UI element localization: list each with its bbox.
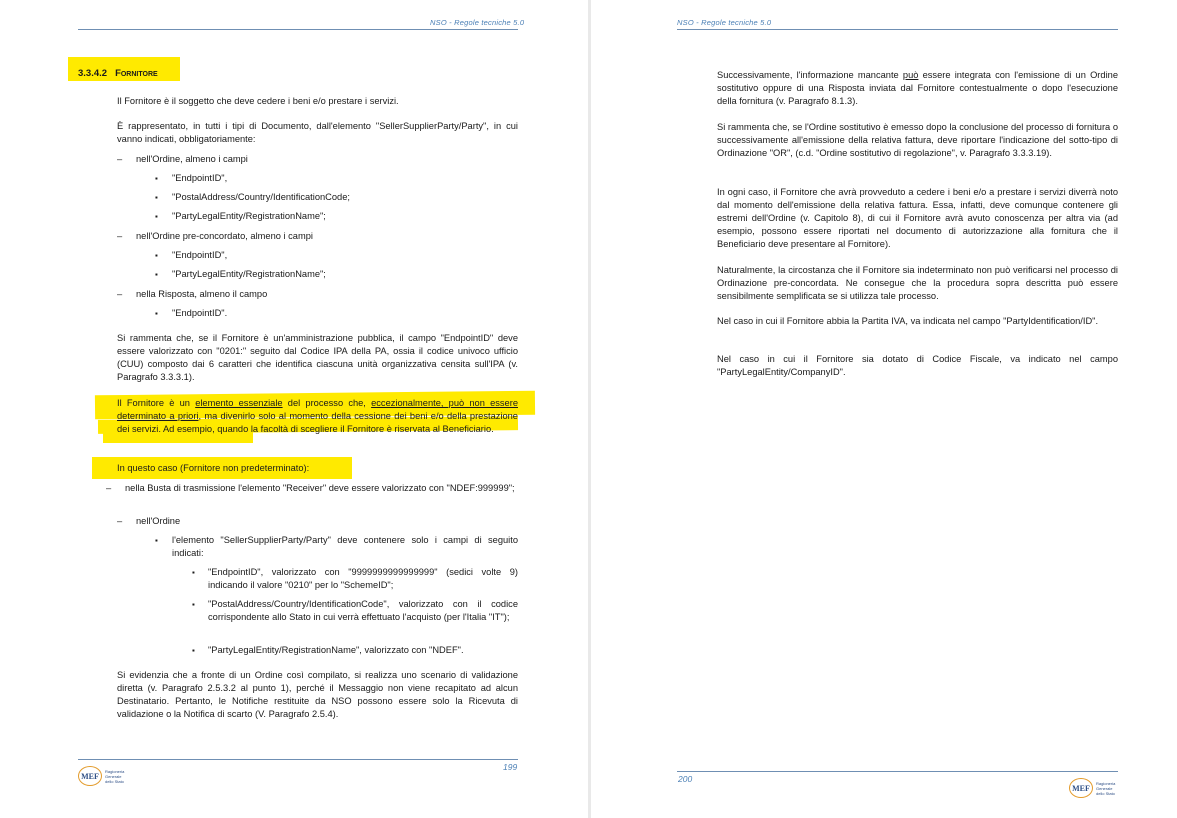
list-item: "PostalAddress/Country/IdentificationCode;: [172, 192, 350, 202]
paragraph: Il Fornitore è il soggetto che deve cedere i beni e/o prestare i servizi.: [117, 96, 399, 106]
bullet-marker: ▪: [155, 251, 158, 260]
mef-logo: MEF Ragioneria Generale dello Stato: [1069, 778, 1118, 798]
dash-marker: –: [117, 154, 123, 164]
paragraph: Il Fornitore è un elemento essenziale del processo che, eccezionalmente, può non essere determinato a priori, ma divenirlo solo al momento della cessione dei beni e/o della prestazione dei servizi. Ad esempio, quando la facoltà di scegliere il Fornitore è riservata al Beneficiario.: [117, 398, 518, 434]
bullet-marker: ▪: [192, 600, 195, 609]
list-item: "PostalAddress/Country/IdentificationCode", valorizzato con il codice corrispondente allo Stato in cui verrà effettuato l'acquisto (per l'Italia "IT");: [208, 599, 518, 622]
dash-marker: –: [106, 483, 112, 493]
footer-rule: [677, 771, 1118, 772]
list-item: "EndpointID".: [172, 308, 228, 318]
bullet-marker: ▪: [155, 309, 158, 318]
footer-rule: [78, 759, 518, 760]
paragraph: Si rammenta che, se il Fornitore è un'amministrazione pubblica, il campo "EndpointID" deve essere valorizzato con "0201:" seguito dal Codice IPA della PA, ossia il codice univoco ufficio (CUU) composto dai 6 caratteri che identifica ciascuna unità organizzativa censita sull'IPA (v. Paragrafo 3.3.3.1).: [117, 333, 518, 382]
list-item: nella Busta di trasmissione l'elemento "Receiver" deve essere valorizzato con "NDEF:999999";: [125, 483, 515, 493]
list-item: "EndpointID",: [172, 173, 228, 183]
list-item: nell'Ordine: [136, 516, 181, 526]
page-number: 200: [678, 774, 693, 784]
list-item: "EndpointID", valorizzato con "9999999999999999" (sedici volte 9) indicando il valore "0210" per lo "SchemeID";: [208, 567, 518, 590]
list-item: "PartyLegalEntity/RegistrationName";: [172, 211, 326, 221]
paragraph: Si evidenzia che a fronte di un Ordine così compilato, si realizza uno scenario di validazione diretta (v. Paragrafo 2.5.3.2 al punto 1), perché il Messaggio non viene recapitato ad alcun Destinatario. Pertanto, le Notifiche restituite da NSO possono essere solo la Ricevuta di validazione o la Notifica di scarto (V. Paragrafo 2.5.4).: [117, 670, 518, 719]
list-item: nell'Ordine pre-concordato, almeno i campi: [136, 231, 313, 241]
section-number: 3.3.4.2: [78, 68, 108, 79]
section-title: Fornitore: [115, 68, 158, 79]
list-item: "EndpointID",: [172, 250, 228, 260]
paragraph: Naturalmente, la circostanza che il Fornitore sia indeterminato non può verificarsi nel processo di Ordinazione pre-concordata. Ne consegue che la procedura sopra descritta può essere sensibilmente semplificata se si utilizza tale processo.: [717, 265, 1118, 301]
running-header: NSO - Regole tecniche 5.0: [677, 18, 772, 27]
header-rule: [677, 29, 1118, 30]
list-item: l'elemento "SellerSupplierParty/Party" deve contenere solo i campi di seguito indicati:: [172, 535, 518, 558]
list-item: nell'Ordine, almeno i campi: [136, 154, 248, 164]
dash-marker: –: [117, 289, 123, 299]
header-rule: [78, 29, 518, 30]
paragraph: Nel caso in cui il Fornitore abbia la Partita IVA, va indicata nel campo "PartyIdentification/ID".: [717, 316, 1099, 326]
bullet-marker: ▪: [155, 536, 158, 545]
mef-logo: MEF Ragioneria Generale dello Stato: [78, 766, 127, 786]
bullet-marker: ▪: [155, 193, 158, 202]
dash-marker: –: [117, 516, 123, 526]
bullet-marker: ▪: [155, 174, 158, 183]
running-header: NSO - Regole tecniche 5.0: [430, 18, 525, 27]
list-item: nella Risposta, almeno il campo: [136, 289, 268, 299]
bullet-marker: ▪: [192, 646, 195, 655]
page-number: 199: [503, 762, 518, 772]
document-page-right: [591, 0, 1177, 818]
document-page-left: [0, 0, 588, 818]
bullet-marker: ▪: [192, 568, 195, 577]
list-item: "PartyLegalEntity/RegistrationName";: [172, 269, 326, 279]
dash-marker: –: [117, 231, 123, 241]
paragraph: È rappresentato, in tutti i tipi di Documento, dall'elemento "SellerSupplierParty/Party", in cui vanno indicati, obbligatoriamente:: [117, 121, 518, 144]
bullet-marker: ▪: [155, 212, 158, 221]
paragraph: Nel caso in cui il Fornitore sia dotato di Codice Fiscale, va indicato nel campo "PartyLegalEntity/CompanyID".: [717, 354, 1118, 377]
paragraph: Successivamente, l'informazione mancante può essere integrata con l'emissione di un Ordine sostitutivo oppure di una Risposta inviata dal Fornitore contestualmente o dopo l'esecuzione della fornitura (v. Paragrafo 8.1.3).: [717, 70, 1118, 106]
section-heading: [78, 68, 158, 79]
paragraph: In ogni caso, il Fornitore che avrà provveduto a cedere i beni e/o a prestare i servizi diverrà noto dal momento dell'emissione della relativa fattura. Essa, infatti, deve comunque contenere gli estremi dell'Ordine (v. Capitolo 8), di cui il Fornitore avrà avuto conoscenza per altra via (ad esempio, possono essere riportati nel documento di autorizzazione alla fornitura che il Beneficiario deve presentare al Fornitore).: [717, 187, 1118, 249]
paragraph: In questo caso (Fornitore non predeterminato):: [117, 463, 310, 473]
bullet-marker: ▪: [155, 270, 158, 279]
list-item: "PartyLegalEntity/RegistrationName", valorizzato con "NDEF".: [208, 645, 464, 655]
paragraph: Si rammenta che, se l'Ordine sostitutivo è emesso dopo la conclusione del processo di fornitura o successivamente all'emissione della relativa fattura, deve riportare l'indicazione del sotto-tipo di Ordinazione "OR", (c.d. "Ordine sostitutivo di regolazione", v. Paragrafo 3.3.3.19).: [717, 122, 1118, 158]
